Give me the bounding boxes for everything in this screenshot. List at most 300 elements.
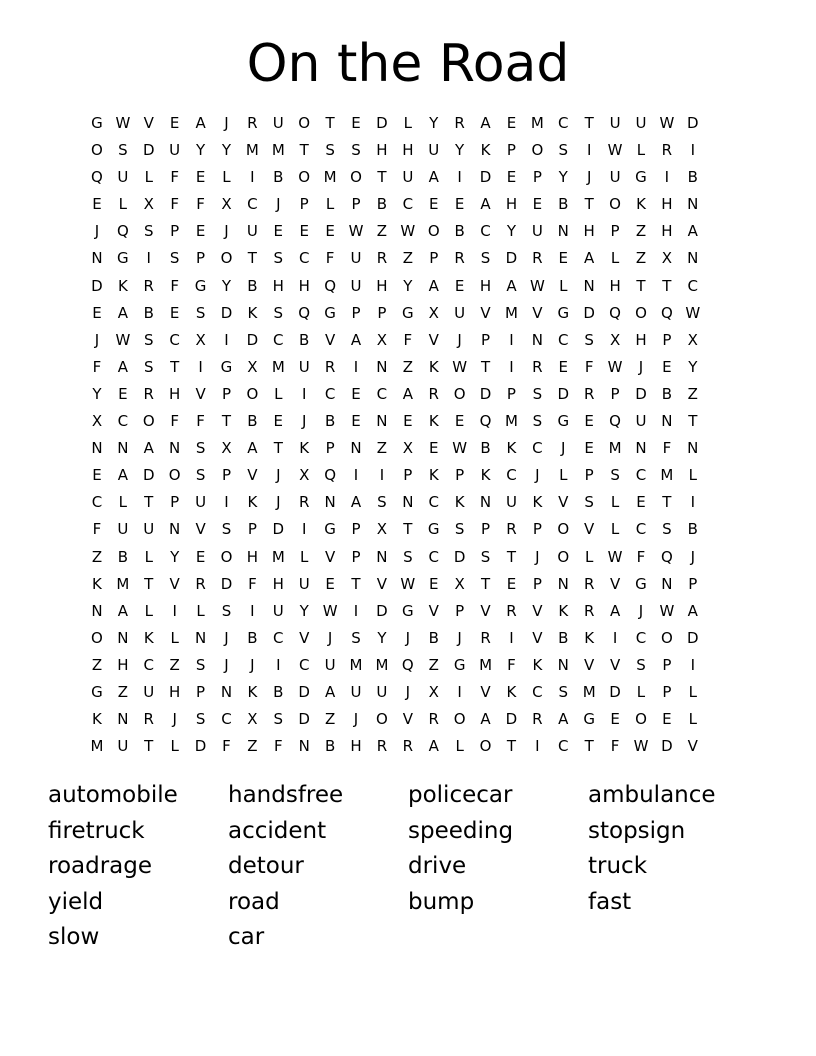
- grid-cell[interactable]: F: [636, 547, 646, 566]
- grid-cell[interactable]: M: [271, 357, 285, 376]
- grid-cell[interactable]: E: [662, 710, 672, 729]
- grid-cell[interactable]: T: [662, 276, 672, 295]
- grid-cell[interactable]: T: [144, 737, 154, 756]
- grid-cell[interactable]: U: [117, 737, 129, 756]
- grid-cell[interactable]: B: [687, 168, 698, 187]
- grid-cell[interactable]: M: [504, 303, 518, 322]
- grid-cell[interactable]: V: [532, 601, 543, 620]
- grid-cell[interactable]: N: [557, 574, 569, 593]
- grid-cell[interactable]: P: [610, 222, 620, 241]
- grid-cell[interactable]: C: [532, 439, 543, 458]
- grid-cell[interactable]: S: [273, 303, 284, 322]
- grid-cell[interactable]: A: [324, 682, 336, 701]
- grid-cell[interactable]: D: [142, 141, 155, 160]
- grid-cell[interactable]: S: [610, 466, 620, 485]
- grid-cell[interactable]: H: [272, 574, 284, 593]
- grid-cell[interactable]: G: [324, 520, 336, 539]
- grid-cell[interactable]: B: [273, 682, 284, 701]
- grid-cell[interactable]: L: [144, 547, 153, 566]
- grid-cell[interactable]: K: [428, 412, 439, 431]
- grid-cell[interactable]: F: [170, 412, 179, 431]
- grid-cell[interactable]: W: [607, 357, 623, 376]
- grid-cell[interactable]: U: [272, 114, 284, 132]
- grid-cell[interactable]: F: [92, 520, 102, 539]
- grid-cell[interactable]: P: [170, 222, 180, 241]
- grid-cell[interactable]: Y: [92, 384, 102, 403]
- grid-cell[interactable]: Z: [402, 249, 413, 268]
- grid-cell[interactable]: H: [376, 141, 388, 160]
- grid-cell[interactable]: V: [480, 601, 491, 620]
- grid-cell[interactable]: L: [222, 168, 231, 187]
- grid-cell[interactable]: S: [144, 357, 154, 376]
- grid-cell[interactable]: Y: [377, 628, 387, 647]
- grid-cell[interactable]: G: [583, 710, 595, 729]
- grid-cell[interactable]: X: [454, 574, 465, 593]
- grid-cell[interactable]: J: [94, 222, 100, 241]
- grid-cell[interactable]: E: [584, 412, 594, 431]
- grid-cell[interactable]: D: [557, 384, 570, 403]
- grid-cell[interactable]: P: [584, 466, 594, 485]
- grid-cell[interactable]: L: [688, 466, 697, 485]
- grid-cell[interactable]: X: [221, 195, 232, 214]
- grid-cell[interactable]: U: [609, 114, 621, 132]
- grid-cell[interactable]: F: [248, 574, 257, 593]
- grid-cell[interactable]: M: [116, 574, 130, 593]
- grid-cell[interactable]: T: [221, 412, 232, 431]
- grid-cell[interactable]: D: [142, 466, 155, 485]
- grid-cell[interactable]: M: [271, 547, 285, 566]
- grid-cell[interactable]: A: [480, 114, 491, 132]
- grid-cell[interactable]: P: [455, 466, 465, 485]
- grid-cell[interactable]: Z: [635, 249, 647, 268]
- grid-cell[interactable]: U: [635, 114, 647, 132]
- grid-cell[interactable]: Z: [428, 655, 439, 674]
- grid-cell[interactable]: E: [92, 195, 102, 214]
- grid-cell[interactable]: C: [169, 330, 180, 349]
- grid-cell[interactable]: E: [454, 195, 465, 214]
- grid-cell[interactable]: N: [687, 439, 699, 458]
- grid-cell[interactable]: E: [273, 222, 284, 241]
- grid-cell[interactable]: K: [506, 439, 517, 458]
- grid-cell[interactable]: Y: [299, 601, 309, 620]
- grid-cell[interactable]: B: [324, 737, 336, 756]
- grid-cell[interactable]: O: [609, 195, 621, 214]
- grid-cell[interactable]: H: [169, 682, 181, 701]
- grid-cell[interactable]: B: [376, 195, 388, 214]
- grid-cell[interactable]: T: [584, 737, 594, 756]
- grid-cell[interactable]: U: [635, 412, 647, 431]
- grid-cell[interactable]: J: [224, 222, 229, 241]
- grid-cell[interactable]: U: [428, 141, 440, 160]
- grid-cell[interactable]: P: [247, 520, 257, 539]
- grid-cell[interactable]: Q: [298, 303, 311, 322]
- grid-cell[interactable]: V: [609, 655, 621, 674]
- grid-cell[interactable]: V: [584, 520, 595, 539]
- grid-cell[interactable]: A: [480, 195, 491, 214]
- grid-cell[interactable]: E: [428, 195, 439, 214]
- grid-cell[interactable]: A: [117, 601, 128, 620]
- grid-cell[interactable]: O: [531, 141, 544, 160]
- grid-cell[interactable]: H: [246, 547, 259, 566]
- grid-cell[interactable]: U: [143, 682, 155, 701]
- grid-cell[interactable]: S: [195, 710, 206, 729]
- grid-cell[interactable]: E: [428, 439, 439, 458]
- grid-cell[interactable]: A: [609, 601, 621, 620]
- grid-cell[interactable]: O: [635, 710, 647, 729]
- grid-cell[interactable]: D: [635, 384, 647, 403]
- grid-cell[interactable]: R: [532, 710, 543, 729]
- grid-cell[interactable]: E: [454, 276, 465, 295]
- grid-cell[interactable]: X: [247, 357, 258, 376]
- grid-cell[interactable]: V: [558, 493, 569, 512]
- grid-cell[interactable]: V: [324, 547, 336, 566]
- grid-cell[interactable]: C: [247, 195, 258, 214]
- grid-cell[interactable]: O: [220, 249, 233, 268]
- grid-cell[interactable]: L: [610, 520, 620, 539]
- grid-cell[interactable]: U: [117, 520, 129, 539]
- grid-cell[interactable]: B: [454, 222, 465, 241]
- grid-cell[interactable]: V: [169, 574, 180, 593]
- grid-cell[interactable]: L: [610, 493, 620, 512]
- grid-cell[interactable]: D: [376, 114, 388, 132]
- grid-cell[interactable]: R: [143, 276, 154, 295]
- grid-cell[interactable]: A: [117, 357, 128, 376]
- grid-cell[interactable]: R: [506, 601, 517, 620]
- grid-cell[interactable]: E: [351, 114, 361, 132]
- grid-cell[interactable]: H: [298, 276, 310, 295]
- grid-cell[interactable]: N: [324, 493, 336, 512]
- grid-cell[interactable]: J: [172, 710, 177, 729]
- grid-cell[interactable]: J: [276, 195, 281, 214]
- grid-cell[interactable]: V: [428, 601, 439, 620]
- grid-cell[interactable]: M: [608, 439, 622, 458]
- grid-cell[interactable]: N: [531, 330, 543, 349]
- grid-cell[interactable]: E: [584, 439, 594, 458]
- grid-cell[interactable]: T: [584, 195, 594, 214]
- grid-cell[interactable]: K: [454, 493, 465, 512]
- grid-cell[interactable]: I: [586, 141, 592, 160]
- grid-cell[interactable]: P: [351, 547, 361, 566]
- grid-cell[interactable]: R: [583, 384, 595, 403]
- grid-cell[interactable]: Q: [660, 303, 673, 322]
- grid-cell[interactable]: T: [506, 737, 517, 756]
- grid-cell[interactable]: F: [170, 168, 179, 187]
- grid-cell[interactable]: M: [375, 655, 389, 674]
- grid-cell[interactable]: O: [168, 466, 181, 485]
- grid-cell[interactable]: T: [688, 412, 698, 431]
- grid-cell[interactable]: U: [324, 655, 336, 674]
- grid-cell[interactable]: S: [325, 141, 335, 160]
- grid-cell[interactable]: Y: [429, 114, 439, 132]
- grid-cell[interactable]: R: [661, 141, 673, 160]
- grid-cell[interactable]: S: [169, 249, 180, 268]
- grid-cell[interactable]: S: [195, 466, 206, 485]
- grid-cell[interactable]: Q: [609, 303, 621, 322]
- grid-cell[interactable]: B: [299, 330, 310, 349]
- grid-cell[interactable]: O: [557, 520, 570, 539]
- grid-cell[interactable]: V: [609, 574, 621, 593]
- grid-cell[interactable]: U: [298, 574, 310, 593]
- grid-cell[interactable]: D: [194, 737, 207, 756]
- grid-cell[interactable]: E: [506, 168, 517, 187]
- grid-cell[interactable]: Z: [117, 682, 128, 701]
- grid-cell[interactable]: P: [662, 682, 672, 701]
- grid-cell[interactable]: X: [609, 330, 621, 349]
- grid-cell[interactable]: D: [91, 276, 103, 295]
- grid-cell[interactable]: G: [194, 276, 207, 295]
- grid-cell[interactable]: M: [660, 466, 674, 485]
- grid-cell[interactable]: Y: [170, 547, 180, 566]
- grid-cell[interactable]: J: [457, 330, 462, 349]
- grid-cell[interactable]: B: [324, 412, 336, 431]
- grid-cell[interactable]: N: [376, 412, 388, 431]
- grid-cell[interactable]: Q: [324, 466, 337, 485]
- grid-cell[interactable]: G: [635, 168, 647, 187]
- grid-cell[interactable]: V: [324, 330, 336, 349]
- grid-cell[interactable]: B: [273, 168, 284, 187]
- grid-cell[interactable]: G: [91, 114, 103, 132]
- grid-cell[interactable]: F: [662, 439, 672, 458]
- grid-cell[interactable]: C: [558, 330, 569, 349]
- grid-cell[interactable]: W: [115, 114, 131, 132]
- grid-cell[interactable]: W: [607, 141, 623, 160]
- grid-cell[interactable]: C: [298, 655, 310, 674]
- grid-cell[interactable]: X: [221, 439, 232, 458]
- grid-cell[interactable]: R: [143, 384, 154, 403]
- grid-cell[interactable]: M: [582, 682, 596, 701]
- grid-cell[interactable]: X: [376, 330, 388, 349]
- grid-cell[interactable]: W: [659, 601, 675, 620]
- grid-cell[interactable]: L: [196, 601, 205, 620]
- grid-cell[interactable]: H: [583, 222, 595, 241]
- grid-cell[interactable]: P: [662, 330, 672, 349]
- grid-cell[interactable]: P: [662, 655, 672, 674]
- grid-cell[interactable]: P: [532, 168, 542, 187]
- grid-cell[interactable]: D: [220, 303, 233, 322]
- grid-cell[interactable]: P: [170, 493, 180, 512]
- grid-cell[interactable]: D: [220, 574, 233, 593]
- grid-cell[interactable]: F: [584, 357, 594, 376]
- grid-cell[interactable]: P: [403, 466, 413, 485]
- grid-cell[interactable]: J: [405, 682, 411, 701]
- grid-cell[interactable]: X: [91, 412, 103, 431]
- grid-cell[interactable]: D: [609, 682, 621, 701]
- grid-cell[interactable]: A: [428, 168, 439, 187]
- grid-cell[interactable]: I: [301, 384, 307, 403]
- grid-cell[interactable]: C: [402, 195, 414, 214]
- grid-cell[interactable]: P: [455, 601, 465, 620]
- grid-cell[interactable]: F: [196, 195, 205, 214]
- grid-cell[interactable]: K: [480, 466, 491, 485]
- grid-cell[interactable]: E: [403, 412, 413, 431]
- grid-cell[interactable]: N: [687, 195, 699, 214]
- grid-cell[interactable]: P: [481, 330, 491, 349]
- grid-cell[interactable]: K: [480, 141, 491, 160]
- grid-cell[interactable]: U: [350, 682, 362, 701]
- grid-cell[interactable]: L: [274, 384, 283, 403]
- grid-cell[interactable]: H: [609, 276, 621, 295]
- grid-cell[interactable]: X: [402, 439, 413, 458]
- grid-cell[interactable]: F: [403, 330, 413, 349]
- grid-cell[interactable]: L: [455, 737, 464, 756]
- grid-cell[interactable]: O: [453, 384, 466, 403]
- grid-cell[interactable]: M: [479, 655, 493, 674]
- grid-cell[interactable]: X: [143, 195, 154, 214]
- grid-cell[interactable]: C: [635, 628, 647, 647]
- grid-cell[interactable]: G: [220, 357, 233, 376]
- grid-cell[interactable]: N: [557, 222, 569, 241]
- grid-cell[interactable]: J: [353, 710, 359, 729]
- grid-cell[interactable]: V: [376, 574, 388, 593]
- grid-cell[interactable]: T: [273, 439, 283, 458]
- grid-cell[interactable]: S: [377, 493, 387, 512]
- grid-cell[interactable]: X: [687, 330, 698, 349]
- grid-cell[interactable]: V: [402, 710, 413, 729]
- grid-cell[interactable]: F: [273, 737, 283, 756]
- grid-cell[interactable]: V: [299, 628, 310, 647]
- grid-cell[interactable]: A: [506, 276, 517, 295]
- grid-cell[interactable]: S: [144, 330, 154, 349]
- grid-cell[interactable]: E: [169, 114, 180, 132]
- grid-cell[interactable]: W: [659, 114, 675, 132]
- grid-cell[interactable]: E: [506, 114, 517, 132]
- grid-cell[interactable]: R: [454, 249, 465, 268]
- grid-cell[interactable]: H: [661, 195, 673, 214]
- grid-cell[interactable]: L: [584, 547, 594, 566]
- grid-cell[interactable]: S: [221, 601, 232, 620]
- grid-cell[interactable]: I: [612, 628, 618, 647]
- grid-cell[interactable]: L: [118, 195, 128, 214]
- grid-cell[interactable]: U: [246, 222, 258, 241]
- grid-cell[interactable]: C: [687, 276, 699, 295]
- grid-cell[interactable]: B: [247, 628, 258, 647]
- grid-cell[interactable]: D: [453, 547, 466, 566]
- grid-cell[interactable]: K: [558, 601, 569, 620]
- grid-cell[interactable]: B: [428, 628, 439, 647]
- grid-cell[interactable]: Y: [195, 141, 206, 160]
- grid-cell[interactable]: X: [428, 682, 439, 701]
- grid-cell[interactable]: O: [91, 628, 103, 647]
- grid-cell[interactable]: W: [348, 222, 364, 241]
- grid-cell[interactable]: H: [505, 195, 518, 214]
- grid-cell[interactable]: I: [509, 628, 514, 647]
- grid-cell[interactable]: E: [273, 412, 284, 431]
- grid-cell[interactable]: A: [480, 710, 491, 729]
- grid-cell[interactable]: O: [635, 303, 647, 322]
- grid-cell[interactable]: T: [480, 357, 491, 376]
- grid-cell[interactable]: J: [690, 547, 696, 566]
- grid-cell[interactable]: D: [376, 601, 388, 620]
- grid-cell[interactable]: L: [170, 628, 179, 647]
- grid-cell[interactable]: B: [687, 520, 698, 539]
- grid-cell[interactable]: B: [247, 276, 258, 295]
- grid-cell[interactable]: Z: [376, 439, 388, 458]
- grid-cell[interactable]: D: [479, 168, 492, 187]
- grid-cell[interactable]: Q: [401, 655, 414, 674]
- grid-cell[interactable]: T: [480, 574, 491, 593]
- grid-cell[interactable]: D: [246, 330, 259, 349]
- grid-cell[interactable]: P: [325, 439, 335, 458]
- grid-cell[interactable]: R: [428, 384, 439, 403]
- grid-cell[interactable]: V: [195, 384, 206, 403]
- grid-cell[interactable]: V: [687, 737, 698, 756]
- grid-cell[interactable]: T: [636, 276, 646, 295]
- grid-cell[interactable]: U: [454, 303, 466, 322]
- grid-cell[interactable]: R: [376, 249, 388, 268]
- grid-cell[interactable]: C: [143, 655, 154, 674]
- grid-cell[interactable]: U: [350, 276, 362, 295]
- grid-cell[interactable]: P: [196, 682, 206, 701]
- grid-cell[interactable]: I: [457, 682, 462, 701]
- grid-cell[interactable]: Z: [687, 384, 698, 403]
- grid-cell[interactable]: E: [92, 466, 102, 485]
- grid-cell[interactable]: C: [635, 466, 647, 485]
- grid-cell[interactable]: S: [636, 655, 646, 674]
- grid-cell[interactable]: K: [117, 276, 128, 295]
- grid-cell[interactable]: J: [224, 114, 229, 132]
- grid-cell[interactable]: A: [558, 710, 569, 729]
- grid-cell[interactable]: D: [298, 710, 310, 729]
- grid-cell[interactable]: E: [92, 303, 102, 322]
- grid-cell[interactable]: G: [557, 412, 570, 431]
- grid-cell[interactable]: A: [687, 601, 698, 620]
- grid-cell[interactable]: Z: [402, 357, 413, 376]
- grid-cell[interactable]: R: [324, 357, 336, 376]
- grid-cell[interactable]: S: [480, 547, 491, 566]
- grid-cell[interactable]: Z: [635, 222, 647, 241]
- grid-cell[interactable]: N: [583, 276, 595, 295]
- grid-cell[interactable]: L: [559, 276, 568, 295]
- grid-cell[interactable]: H: [350, 737, 362, 756]
- grid-cell[interactable]: D: [661, 737, 673, 756]
- grid-cell[interactable]: S: [351, 141, 361, 160]
- grid-cell[interactable]: W: [115, 330, 131, 349]
- grid-cell[interactable]: S: [532, 412, 543, 431]
- grid-cell[interactable]: A: [195, 114, 206, 132]
- grid-cell[interactable]: R: [532, 249, 543, 268]
- grid-cell[interactable]: C: [273, 330, 284, 349]
- grid-cell[interactable]: G: [324, 303, 336, 322]
- grid-cell[interactable]: Y: [221, 276, 232, 295]
- grid-cell[interactable]: R: [247, 114, 258, 132]
- grid-cell[interactable]: D: [505, 249, 518, 268]
- grid-cell[interactable]: O: [220, 547, 233, 566]
- grid-cell[interactable]: M: [323, 168, 337, 187]
- grid-cell[interactable]: N: [169, 439, 181, 458]
- grid-cell[interactable]: Z: [324, 710, 336, 729]
- grid-cell[interactable]: J: [535, 466, 540, 485]
- grid-cell[interactable]: L: [688, 682, 697, 701]
- grid-cell[interactable]: A: [402, 384, 413, 403]
- grid-cell[interactable]: V: [143, 114, 154, 132]
- grid-cell[interactable]: S: [558, 141, 569, 160]
- grid-cell[interactable]: Y: [506, 222, 517, 241]
- grid-cell[interactable]: C: [298, 249, 310, 268]
- grid-cell[interactable]: D: [298, 682, 310, 701]
- grid-cell[interactable]: P: [351, 520, 361, 539]
- grid-cell[interactable]: O: [479, 737, 492, 756]
- grid-cell[interactable]: I: [301, 520, 307, 539]
- grid-cell[interactable]: M: [90, 737, 104, 756]
- grid-cell[interactable]: W: [452, 357, 468, 376]
- grid-cell[interactable]: S: [221, 520, 232, 539]
- grid-cell[interactable]: E: [118, 384, 128, 403]
- grid-cell[interactable]: T: [144, 574, 154, 593]
- grid-cell[interactable]: J: [638, 357, 644, 376]
- grid-cell[interactable]: L: [170, 737, 179, 756]
- grid-cell[interactable]: E: [454, 412, 465, 431]
- grid-cell[interactable]: S: [584, 330, 594, 349]
